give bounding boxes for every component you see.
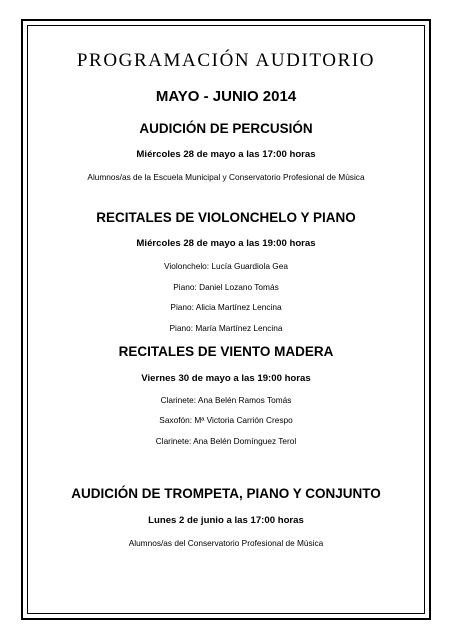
section-date-cello-piano: Miércoles 28 de mayo a las 19:00 horas bbox=[136, 238, 316, 249]
performer-line: Alumnos/as del Conservatorio Profesional de Música bbox=[128, 538, 324, 548]
page-subtitle: MAYO - JUNIO 2014 bbox=[155, 88, 297, 105]
performer-line: Alumnos/as de la Escuela Municipal y Conservatorio Profesional de Música bbox=[87, 172, 365, 182]
performer-line: Violonchelo: Lucía Guardiola Gea bbox=[164, 261, 288, 271]
section-date-woodwind: Viernes 30 de mayo a las 19:00 horas bbox=[141, 373, 311, 384]
page-title: PROGRAMACIÓN AUDITORIO bbox=[76, 50, 376, 71]
section-heading-woodwind: RECITALES DE VIENTO MADERA bbox=[118, 344, 334, 359]
performer-line: Clarinete: Ana Belén Ramos Tomás bbox=[160, 395, 292, 405]
performer-line: Clarinete: Ana Belén Domínguez Terol bbox=[155, 436, 297, 446]
section-heading-trumpet: AUDICIÓN DE TROMPETA, PIANO Y CONJUNTO bbox=[71, 486, 381, 501]
section-date-percussion: Miércoles 28 de mayo a las 17:00 horas bbox=[136, 149, 316, 160]
section-heading-cello-piano: RECITALES DE VIOLONCHELO Y PIANO bbox=[96, 210, 356, 225]
performer-line: Piano: María Martínez Lencina bbox=[169, 323, 283, 333]
performer-line: Piano: Daniel Lozano Tomás bbox=[173, 282, 279, 292]
performer-line: Piano: Alicia Martínez Lencina bbox=[170, 302, 282, 312]
section-heading-percussion: AUDICIÓN DE PERCUSIÓN bbox=[139, 121, 313, 136]
performer-line: Saxofón: Mª Victoria Carrión Crespo bbox=[159, 415, 293, 425]
section-date-trumpet: Lunes 2 de junio a las 17:00 horas bbox=[148, 515, 304, 526]
